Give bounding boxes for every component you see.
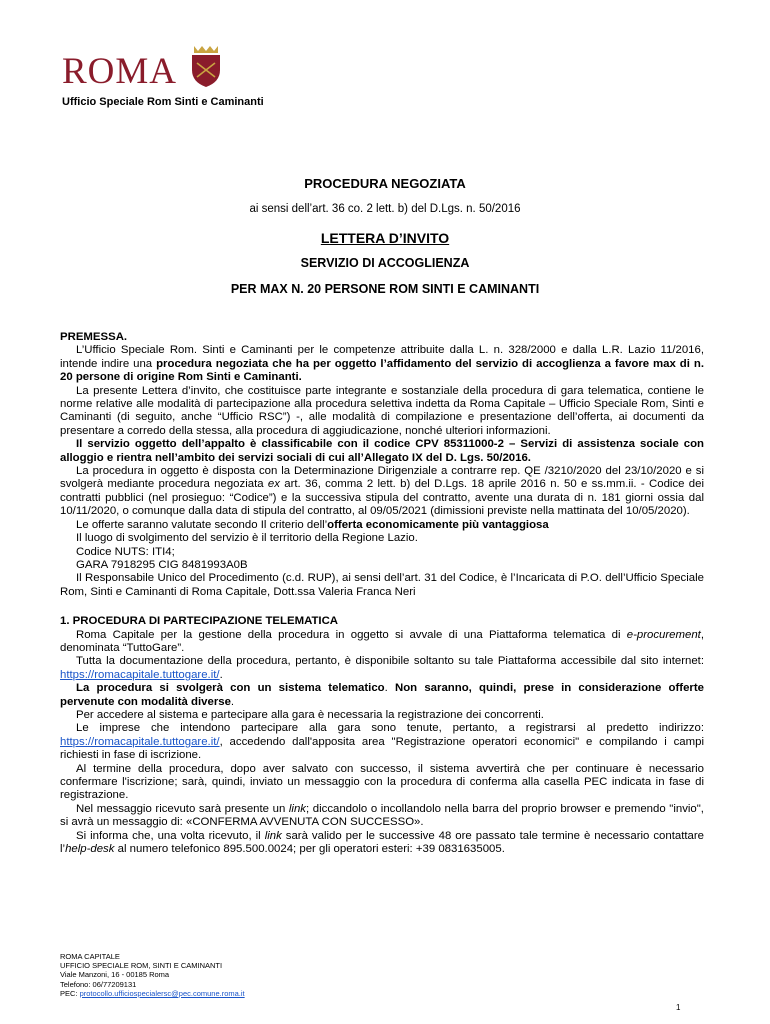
text-run: Le offerte saranno valutate secondo Il criterio dell’ xyxy=(76,518,328,531)
text-run-bold: La procedura si svolgerà con un sistema telematico xyxy=(76,682,385,695)
text-run-italic: help-desk xyxy=(65,843,115,856)
page-footer xyxy=(60,952,245,998)
text-run: , denominata “TuttoGare”. xyxy=(60,628,704,654)
logo-wordmark: ROMA xyxy=(62,51,178,92)
roma-shield-icon xyxy=(188,44,224,88)
text-run: . xyxy=(219,668,223,681)
letter-title: LETTERA D’INVITO xyxy=(320,230,450,246)
tuttogare-link[interactable]: https://romacapitale.tuttogare.it/ xyxy=(60,668,220,681)
text-run-bold: Non saranno, quindi, prese in considerazione offerte pervenute con modalità diverse xyxy=(60,682,704,708)
text-run: Tutta la documentazione della procedura, pertanto, è disponibile soltanto su tale Piattaforma accessibile dal sito internet: xyxy=(76,655,704,668)
section1-paragraph xyxy=(60,722,704,762)
premessa-paragraph xyxy=(60,519,704,532)
text-run: Le imprese che intendono partecipare alla gara sono tenute, pertanto, a registrarsi al predetto indirizzo: xyxy=(76,722,704,735)
section1-paragraph xyxy=(60,655,704,682)
premessa-paragraph: Il luogo di svolgimento del servizio è il territorio della Regione Lazio. xyxy=(76,532,418,545)
section1-paragraph xyxy=(60,803,704,830)
section1-paragraph: Per accedere al sistema e partecipare alla gara è necessaria la registrazione dei concorrenti. xyxy=(76,708,544,721)
text-run-italic: e-procurement xyxy=(626,628,701,641)
text-run: al numero telefonico 895.500.0024; per gli operatori esteri: +39 0831635005. xyxy=(114,843,505,856)
text-run-italic: link xyxy=(288,802,306,815)
text-run: Si informa che, una volta ricevuto, il xyxy=(76,829,265,842)
text-run: Roma Capitale per la gestione della procedura in oggetto si avvale di una Piattaforma telematica di xyxy=(76,628,627,641)
text-run: La procedura in oggetto è disposta con la Determinazione Dirigenziale a contrarre rep. QE /3210/2020 del 23/10/2020 e si svolgerà mediante procedura negoziata xyxy=(60,465,704,491)
premessa-paragraph: Il Responsabile Unico del Procedimento (c.d. RUP), ai sensi dell’art. 31 del Codice, è l’Incaricata di P.O. dell’Ufficio Speciale Rom, Sinti e Caminanti di Roma Capitale, Dott.ssa Valeria Franca Neri xyxy=(60,572,704,598)
nuts-code: Codice NUTS: ITI4; xyxy=(76,545,175,558)
section1-paragraph xyxy=(60,830,704,857)
premessa-paragraph xyxy=(60,344,704,384)
text-run: L’Ufficio Speciale Rom. Sinti e Caminanti per le competenze attribuite dalla L. n. 328/2000 e dalla L.R. Lazio 11/2016, intende indire una xyxy=(60,344,704,370)
service-title: SERVIZIO DI ACCOGLIENZA xyxy=(300,256,470,270)
page-number: 1 xyxy=(676,1003,681,1012)
text-run: . xyxy=(230,695,235,708)
text-run-italic: link xyxy=(264,829,282,842)
service-target: PER MAX N. 20 PERSONE ROM SINTI E CAMINANTI xyxy=(230,282,540,296)
text-run-bold: procedura negoziata che ha per oggetto l’affidamento del servizio di accoglienza a favore max di n. 20 persone di origine Rom Sinti e Caminanti. xyxy=(60,357,704,384)
text-run: art. 36, comma 2 lett. b) del D.Lgs. 18 aprile 2016 n. 50 e ss.mm.ii. - Codice dei contratti pubblici (nel prosieguo: “Codice”) e la successiva stipula del contratto, avente una durata di n. 181 giorni ossia dal 10/11/2020, o comunque dalla data di stipula del contratto, al 09/05/2021 (dimissioni previste nella mattinata del 10/05/2020). xyxy=(60,478,704,518)
section1-heading: 1. PROCEDURA DI PARTECIPAZIONE TELEMATICA xyxy=(60,615,339,628)
text-run-italic: ex xyxy=(267,478,280,491)
premessa-paragraph: La presente Lettera d’invito, che costituisce parte integrante e sostanziale della procedura di gara telematica, contiene le norme relative alle modalità di partecipazione alla procedura selettiva indetta da Roma Capitale – Ufficio Speciale Rom, Sinti e Caminanti (di seguito, anche “Ufficio RSC”) -, alle modalità di compilazione e presentazione dell’offerta, ai documenti da presentare a corredo della stessa, alla procedura di aggiudicazione, nonché ulteriori informazioni. xyxy=(60,384,704,437)
text-run: . xyxy=(384,682,395,695)
premessa-paragraph xyxy=(60,438,704,465)
footer-address: Viale Manzoni, 16 - 00185 Roma xyxy=(60,970,170,980)
procedure-title: PROCEDURA NEGOZIATA xyxy=(304,176,466,191)
premessa-heading: PREMESSA. xyxy=(60,331,128,343)
roma-logo xyxy=(62,44,232,96)
footer-line: UFFICIO SPECIALE ROM, SINTI E CAMINANTI xyxy=(60,961,223,971)
gara-cig: GARA 7918295 CIG 8481993A0B xyxy=(76,558,248,571)
pec-label: PEC: xyxy=(60,988,80,998)
text-run: sarà valido per le successive 48 ore passato tale termine è necessario contattare l’ xyxy=(60,829,704,856)
office-name: Ufficio Speciale Rom Sinti e Caminanti xyxy=(62,96,264,108)
section1-paragraph xyxy=(60,682,704,709)
text-run-bold: offerta economicamente più vantaggiosa xyxy=(327,518,549,531)
section1-paragraph xyxy=(60,629,704,656)
pec-email-link[interactable]: protocollo.ufficiospecialersc@pec.comune.roma.it xyxy=(79,988,245,998)
footer-phone: Telefono: 06/77209131 xyxy=(60,979,137,989)
text-run: , accedendo dall'apposita area "Registrazione operatori economici" e compilando i campi richiesti in fase di iscrizione. xyxy=(60,735,704,762)
document-body xyxy=(60,331,704,856)
footer-pec xyxy=(60,989,245,998)
section1-paragraph: Al termine della procedura, dopo aver salvato con successo, il sistema avvertirà che per continuare è necessario confermare l'iscrizione; sarà, quindi, inviato un messaggio con la procedura di conferma alla casella PEC indicata in fase di registrazione. xyxy=(60,762,704,802)
legal-reference: ai sensi dell’art. 36 co. 2 lett. b) del D.Lgs. n. 50/2016 xyxy=(249,203,521,215)
premessa-paragraph xyxy=(60,465,704,519)
text-run: Nel messaggio ricevuto sarà presente un xyxy=(76,802,289,815)
footer-line: ROMA CAPITALE xyxy=(60,952,120,961)
cpv-statement: Il servizio oggetto dell’appalto è classificabile con il codice CPV 85311000-2 – Servizi di assistenza sociale con alloggio e rientra nell’ambito dei servizi sociali di cui all’Allegato IX del D. Lgs. 50/2016. xyxy=(60,438,704,464)
tuttogare-registration-link[interactable]: https://romacapitale.tuttogare.it/ xyxy=(60,735,220,748)
text-run: ; diccandolo o incollandolo nella barra del proprio browser e premendo "invio", si avrà un messaggio di: «CONFERMA AVVENUTA CON SUCCESSO». xyxy=(60,802,704,829)
